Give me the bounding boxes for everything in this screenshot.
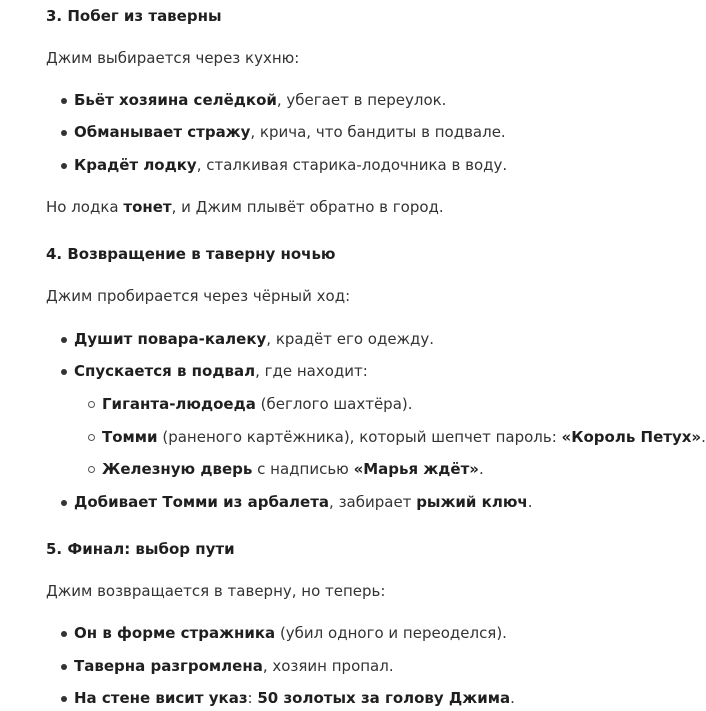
section-intro: Джим выбирается через кухню:	[46, 49, 300, 67]
section-intro: Джим пробирается через чёрный ход:	[46, 287, 351, 305]
list-item: Спускается в подвал, где находит:	[74, 362, 368, 380]
sub-bullet-circle	[88, 401, 95, 408]
sub-bullet-circle	[88, 466, 95, 473]
section-outro: Но лодка тонет, и Джим плывёт обратно в город.	[46, 198, 444, 216]
list-item: Обманывает стражу, крича, что бандиты в подвале.	[74, 123, 506, 141]
bullet-dot	[61, 500, 67, 506]
section-heading: 5. Финал: выбор пути	[46, 540, 235, 558]
list-item: Бьёт хозяина селёдкой, убегает в переулок.	[74, 91, 447, 109]
bullet-dot	[61, 664, 67, 670]
bullet-dot	[61, 369, 67, 375]
list-item: Он в форме стражника (убил одного и переоделся).	[74, 624, 507, 642]
list-item: На стене висит указ: 50 золотых за голову Джима.	[74, 689, 515, 707]
sub-list-item: Гиганта-людоеда (беглого шахтёра).	[102, 395, 413, 413]
bullet-dot	[61, 337, 67, 343]
list-item: Таверна разгромлена, хозяин пропал.	[74, 657, 394, 675]
bullet-dot	[61, 98, 67, 104]
section-heading: 4. Возвращение в таверну ночью	[46, 245, 336, 263]
list-item: Крадёт лодку, сталкивая старика-лодочника в воду.	[74, 156, 508, 174]
bullet-dot	[61, 163, 67, 169]
list-item: Добивает Томми из арбалета, забирает рыжий ключ.	[74, 493, 533, 511]
bullet-dot	[61, 631, 67, 637]
sub-list-item: Томми (раненого картёжника), который шепчет пароль: «Король Петух».	[102, 428, 706, 446]
sub-list-item: Железную дверь с надписью «Марья ждёт».	[102, 460, 484, 478]
section-heading: 3. Побег из таверны	[46, 7, 222, 25]
list-item: Душит повара-калеку, крадёт его одежду.	[74, 330, 435, 348]
section-intro: Джим возвращается в таверну, но теперь:	[46, 582, 386, 600]
sub-bullet-circle	[88, 434, 95, 441]
bullet-dot	[61, 696, 67, 702]
bullet-dot	[61, 130, 67, 136]
